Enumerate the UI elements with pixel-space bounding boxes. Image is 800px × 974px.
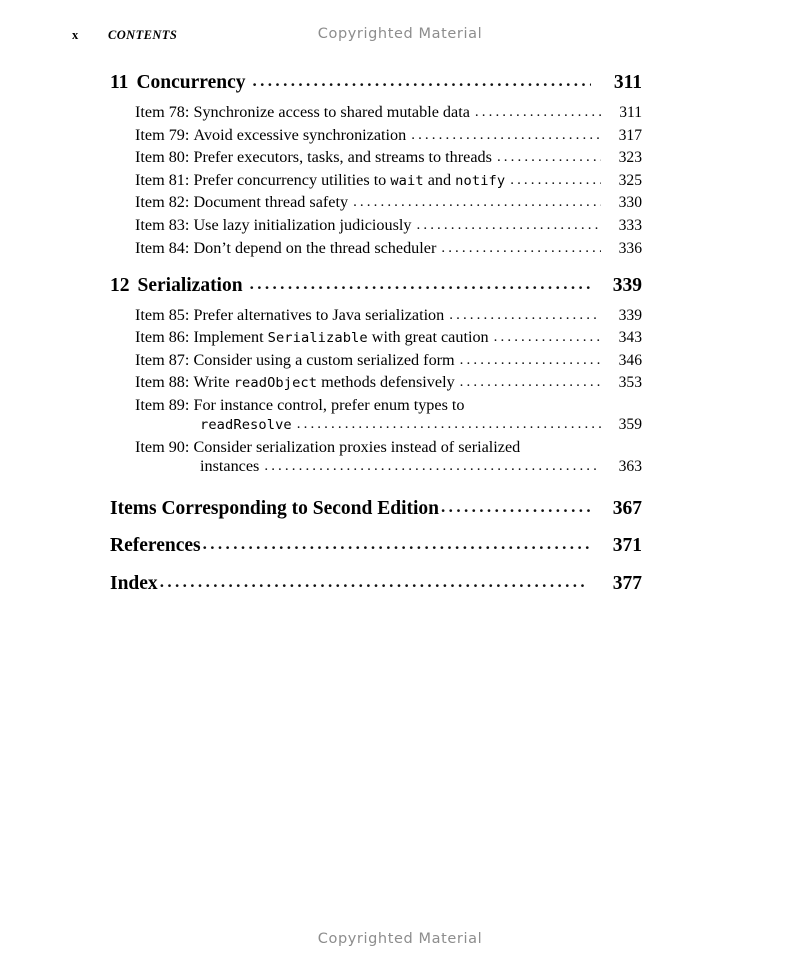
dot-leader xyxy=(411,127,601,144)
item-label: Item 89: xyxy=(135,395,190,414)
toc-item-row[interactable] xyxy=(135,396,642,434)
item-line-1 xyxy=(135,438,642,457)
item-label: Item 84: xyxy=(135,238,190,257)
item-page-number: 353 xyxy=(618,374,642,392)
item-page-number: 346 xyxy=(618,351,642,369)
item-text xyxy=(135,351,455,370)
toc-item-row[interactable] xyxy=(135,148,642,167)
backmatter-title: Index xyxy=(110,572,158,594)
item-line-2 xyxy=(200,457,642,476)
item-text xyxy=(135,148,492,167)
toc-item-row[interactable] xyxy=(135,103,642,122)
backmatter-page-number: 371 xyxy=(612,535,642,557)
item-line-1 xyxy=(135,396,642,415)
item-label: Item 85: xyxy=(135,305,190,324)
item-title: Consider using a custom serialized form xyxy=(193,350,455,369)
item-page-number: 333 xyxy=(618,216,642,234)
chapter-name: Serialization xyxy=(137,274,243,296)
code-span-serializable: Serializable xyxy=(267,330,368,347)
dot-leader xyxy=(494,329,601,346)
backmatter-section xyxy=(110,498,642,595)
item-page-number: 311 xyxy=(619,104,642,121)
item-continuation xyxy=(200,415,292,434)
backmatter-page-number: 367 xyxy=(612,497,642,519)
item-page-number: 317 xyxy=(618,126,642,144)
item-label: Item 83: xyxy=(135,215,190,234)
chapter-page-number: 311 xyxy=(613,72,642,93)
toc-item-row[interactable] xyxy=(135,306,642,325)
item-text xyxy=(135,103,470,122)
running-head-label: CONTENTS xyxy=(108,28,178,42)
watermark-top: Copyrighted Material xyxy=(317,26,483,42)
item-title-post: methods defensively xyxy=(317,373,455,392)
dot-leader xyxy=(441,497,591,517)
code-span-notify: notify xyxy=(455,172,506,189)
backmatter-row-index[interactable] xyxy=(110,573,642,595)
chapter-block xyxy=(110,72,642,258)
dot-leader xyxy=(460,352,601,369)
item-page-number: 359 xyxy=(618,415,642,433)
toc-item-row[interactable] xyxy=(135,351,642,370)
item-title: For instance control, prefer enum types to xyxy=(193,395,465,414)
item-label: Item 86: xyxy=(135,328,190,347)
chapter-title xyxy=(110,275,243,297)
code-span-readobject: readObject xyxy=(233,375,318,392)
item-title: Write xyxy=(193,373,234,392)
item-title: Avoid excessive synchronization xyxy=(193,125,407,144)
code-span-wait: wait xyxy=(390,172,424,189)
item-label: Item 78: xyxy=(135,103,190,121)
item-text xyxy=(135,171,505,190)
chapter-title xyxy=(110,72,245,94)
item-title: Consider serialization proxies instead of serialized xyxy=(193,437,521,456)
dot-leader xyxy=(160,572,584,592)
dot-leader xyxy=(250,274,591,294)
item-title: Document thread safety xyxy=(193,193,349,212)
item-title-post: with great caution xyxy=(367,328,489,347)
item-continuation: instances xyxy=(200,456,260,475)
dot-leader xyxy=(510,172,601,189)
item-text xyxy=(135,216,412,235)
chapter-page-number: 339 xyxy=(612,274,642,296)
backmatter-title: References xyxy=(110,535,201,557)
item-title: Prefer executors, tasks, and streams to threads xyxy=(193,148,492,167)
dot-leader xyxy=(203,534,591,554)
item-text xyxy=(135,306,444,325)
toc-item-row[interactable] xyxy=(135,216,642,235)
dot-leader xyxy=(264,458,601,475)
item-page-number: 325 xyxy=(618,171,642,189)
item-title: Prefer concurrency utilities to xyxy=(193,170,391,189)
backmatter-title: Items Corresponding to Second Edition xyxy=(110,497,440,519)
item-label: Item 82: xyxy=(135,193,190,212)
item-text xyxy=(135,193,348,212)
item-label: Item 87: xyxy=(135,350,190,369)
item-title: Synchronize access to shared mutable data xyxy=(193,103,470,121)
item-text xyxy=(135,239,436,258)
toc-item-row[interactable] xyxy=(135,328,642,347)
item-page-number: 330 xyxy=(618,194,642,212)
item-text xyxy=(135,126,406,145)
dot-leader xyxy=(417,217,602,234)
dot-leader xyxy=(441,240,601,257)
dot-leader xyxy=(449,307,601,324)
chapter-number: 11 xyxy=(110,72,129,93)
toc-item-row[interactable] xyxy=(135,239,642,258)
code-span-readresolve: readResolve xyxy=(200,416,292,433)
dot-leader xyxy=(353,194,601,211)
toc-item-row[interactable] xyxy=(135,373,642,392)
page-folio: x xyxy=(72,28,79,42)
item-label: Item 79: xyxy=(135,125,190,144)
item-label: Item 81: xyxy=(135,170,190,189)
item-title: Implement xyxy=(193,328,268,347)
item-label: Item 80: xyxy=(135,148,190,167)
toc-item-row[interactable] xyxy=(135,438,642,476)
chapter-name: Concurrency xyxy=(136,72,246,93)
dot-leader xyxy=(460,374,601,391)
chapter-number: 12 xyxy=(110,274,130,296)
item-label: Item 90: xyxy=(135,437,190,456)
dot-leader xyxy=(252,71,591,91)
item-page-number: 343 xyxy=(618,329,642,347)
item-title: Prefer alternatives to Java serialization xyxy=(193,305,445,324)
backmatter-row-items-corresponding[interactable] xyxy=(110,498,642,520)
backmatter-row-references[interactable] xyxy=(110,535,642,557)
item-page-number: 363 xyxy=(618,457,642,475)
toc-item-row[interactable] xyxy=(135,126,642,145)
item-line-2 xyxy=(200,415,642,434)
item-title: Use lazy initialization judiciously xyxy=(193,215,412,234)
toc-item-row[interactable] xyxy=(135,193,642,212)
table-of-contents xyxy=(110,72,642,610)
dot-leader xyxy=(297,416,601,433)
chapter-heading-row[interactable] xyxy=(110,275,642,297)
item-label: Item 88: xyxy=(135,373,190,392)
item-text xyxy=(135,328,489,347)
watermark-bottom: Copyrighted Material xyxy=(317,931,483,947)
dot-leader xyxy=(475,104,601,121)
backmatter-page-number: 377 xyxy=(612,572,642,594)
toc-item-row[interactable] xyxy=(135,171,642,190)
item-title-mid: and xyxy=(423,170,456,189)
dot-leader xyxy=(497,149,601,166)
item-page-number: 336 xyxy=(618,239,642,257)
item-page-number: 323 xyxy=(618,149,642,167)
chapter-heading-row[interactable] xyxy=(110,72,642,94)
item-text xyxy=(135,373,455,392)
item-title: Don’t depend on the thread scheduler xyxy=(193,238,437,257)
chapter-block xyxy=(110,275,642,476)
item-page-number: 339 xyxy=(618,306,642,324)
